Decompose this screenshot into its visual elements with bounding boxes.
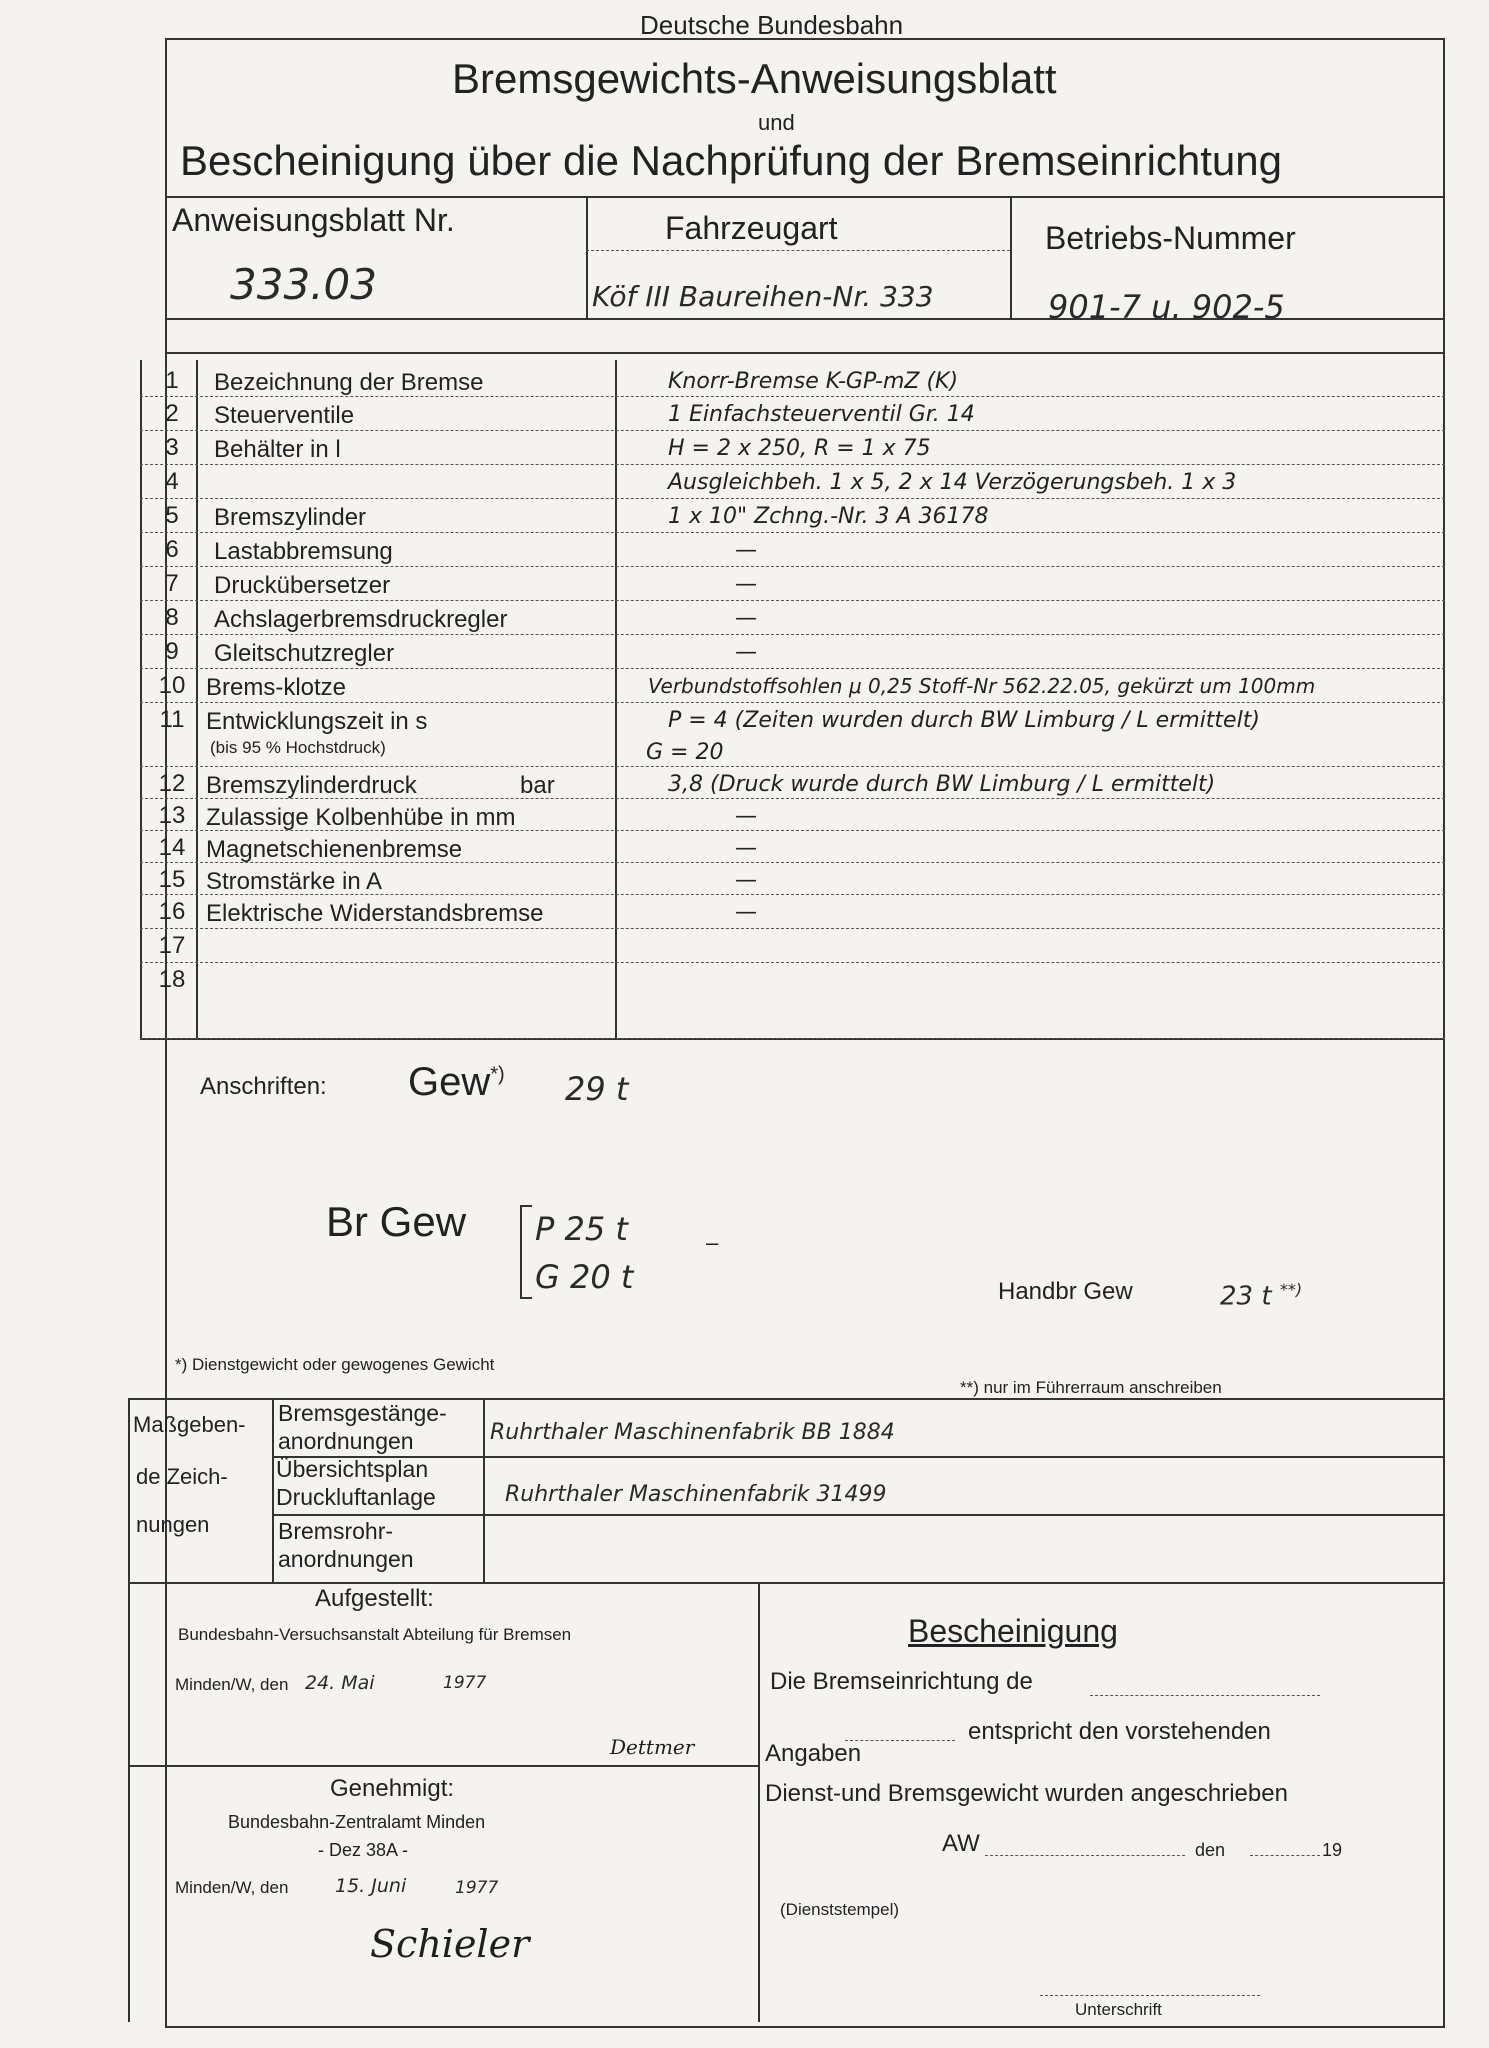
document-title: Bremsgewichts-Anweisungsblatt <box>452 55 1057 102</box>
document-subtitle: Bescheinigung über die Nachprüfung der Bremseinrichtung <box>180 137 1283 184</box>
row-separator <box>140 532 1445 533</box>
row-value: Ausgleichbeh. 1 x 5, 2 x 14 Verzögerungsbeh. 1 x 3 <box>668 470 1237 495</box>
row-number: 8 <box>165 604 179 631</box>
inscriptions-label: Anschriften: <box>200 1073 327 1100</box>
prepared-place: Minden/W, den <box>175 1675 289 1694</box>
row-label: Magnetschienenbremse <box>206 836 463 863</box>
row-number: 13 <box>158 802 186 829</box>
sheet-number-header: Anweisungsblatt Nr. <box>172 202 455 238</box>
row-value-2: G = 20 <box>646 740 724 765</box>
row-separator <box>140 464 1445 465</box>
handbrake-weight-value <box>1220 1280 1302 1312</box>
certificate-stamp: (Dienststempel) <box>780 1900 900 1919</box>
brake-pipe-label-1: Bremsrohr- <box>278 1518 394 1544</box>
row-separator <box>140 634 1445 635</box>
row-number: 11 <box>159 706 185 733</box>
approved-date: 15. Juni <box>335 1875 407 1897</box>
row-number: 7 <box>165 570 179 597</box>
prepared-organization: Bundesbahn-Versuchsanstalt Abteilung für Bremsen <box>178 1625 572 1644</box>
row-separator <box>140 498 1445 499</box>
row-label: Lastabbremsung <box>214 538 393 565</box>
operating-number-header: Betriebs-Nummer <box>1045 220 1296 256</box>
row-value: 3,8 (Druck wurde durch BW Limburg / L ermittelt) <box>668 772 1216 797</box>
row-number: 5 <box>165 502 179 529</box>
brake-linkage-value: Ruhrthaler Maschinenfabrik BB 1884 <box>490 1420 895 1445</box>
row-sublabel: (bis 95 % Hochstdruck) <box>210 738 386 757</box>
service-weight-label <box>408 1060 505 1105</box>
row-value: H = 2 x 250, R = 1 x 75 <box>668 436 931 461</box>
row-label: Elektrische Widerstandsbremse <box>206 900 544 927</box>
brake-weight-p: P 25 t <box>535 1210 628 1248</box>
approved-organization: Bundesbahn-Zentralamt Minden <box>228 1812 486 1832</box>
row-empty-value: — <box>735 606 757 631</box>
operating-number-value: 901-7 u. 902-5 <box>1048 288 1285 326</box>
prepared-date: 24. Mai <box>305 1672 375 1694</box>
footnote-service-weight: *) Dienstgewicht oder gewogenes Gewicht <box>175 1355 495 1374</box>
certificate-line-2: entspricht den vorstehenden <box>968 1718 1271 1745</box>
certificate-line-3: Angaben <box>765 1740 862 1767</box>
row-empty-value: — <box>735 836 757 861</box>
brake-linkage-label-1: Bremsgestänge- <box>278 1400 447 1426</box>
row-value: 1 x 10" Zchng.-Nr. 3 A 36178 <box>668 504 989 529</box>
row-label: Bezeichnung der Bremse <box>214 369 484 396</box>
brake-weight-g: G 20 t <box>535 1258 634 1296</box>
row-separator <box>140 430 1445 431</box>
vehicle-type-header: Fahrzeugart <box>665 210 838 246</box>
organization-name: Deutsche Bundesbahn <box>640 10 904 40</box>
certificate-heading: Bescheinigung <box>908 1613 1118 1649</box>
row-number: 2 <box>165 400 179 427</box>
row-label: Bremszylinder <box>214 504 367 531</box>
row-empty-value: — <box>735 804 757 829</box>
row-number: 16 <box>158 898 186 925</box>
approved-department: - Dez 38A - <box>318 1840 409 1860</box>
handbrake-weight-mark: **) <box>1279 1280 1303 1299</box>
prepared-signature: Dettmer <box>610 1735 695 1759</box>
row-label: Bremszylinderdruck <box>206 772 417 799</box>
brake-weight-dash: – <box>706 1230 719 1255</box>
row-label: Entwicklungszeit in s <box>206 708 428 735</box>
approved-year: 1977 <box>455 1878 499 1898</box>
row-label: Gleitschutzregler <box>214 640 395 667</box>
row-label: Druckübersetzer <box>214 572 391 599</box>
brake-linkage-label-2: anordnungen <box>278 1428 414 1454</box>
approved-signature: Schieler <box>370 1922 530 1966</box>
row-separator <box>140 928 1445 929</box>
row-unit: bar <box>520 772 555 799</box>
row-number: 10 <box>158 672 186 699</box>
prepared-year: 1977 <box>443 1673 487 1693</box>
row-number: 9 <box>165 638 179 665</box>
row-separator <box>140 766 1445 767</box>
row-value: Knorr-Bremse K-GP-mZ (K) <box>668 369 959 394</box>
row-label: Achslagerbremsdruckregler <box>214 606 508 633</box>
row-separator <box>140 668 1445 669</box>
air-system-label-2: Druckluftanlage <box>276 1484 436 1510</box>
row-value: Verbundstoffsohlen μ 0,25 Stoff-Nr 562.22.05, gekürzt um 100mm <box>648 674 1316 698</box>
row-separator <box>140 566 1445 567</box>
prepared-heading: Aufgestellt: <box>315 1585 434 1612</box>
row-number: 14 <box>158 834 186 861</box>
row-number: 15 <box>158 866 186 893</box>
row-label: Behälter in l <box>214 436 341 463</box>
row-label: Steuerventile <box>214 402 355 429</box>
drawings-side-label-2: de Zeich- <box>136 1464 228 1489</box>
approved-place: Minden/W, den <box>175 1878 289 1897</box>
service-weight-value: 29 t <box>565 1070 629 1108</box>
row-separator <box>140 702 1445 703</box>
handbrake-weight-label: Handbr Gew <box>998 1278 1133 1305</box>
sheet-number-value: 333.03 <box>230 260 377 309</box>
certificate-line-1: Die Bremseinrichtung de <box>770 1668 1033 1695</box>
row-separator <box>140 962 1445 963</box>
brake-pipe-label-2: anordnungen <box>278 1546 414 1572</box>
row-number: 4 <box>165 468 179 495</box>
row-label: Stromstärke in A <box>206 868 383 895</box>
row-value: 1 Einfachsteuerventil Gr. 14 <box>668 402 975 427</box>
row-empty-value: — <box>735 538 757 563</box>
row-number: 1 <box>165 367 179 394</box>
row-empty-value: — <box>735 640 757 665</box>
certificate-line-4: Dienst-und Bremsgewicht wurden angeschrieben <box>765 1780 1288 1807</box>
row-label: Zulassige Kolbenhübe in mm <box>206 804 516 831</box>
row-separator <box>140 600 1445 601</box>
row-number: 18 <box>158 966 186 993</box>
certificate-signature-label: Unterschrift <box>1075 2000 1162 2019</box>
title-connector: und <box>758 110 795 135</box>
air-system-label-1: Übersichtsplan <box>276 1456 429 1482</box>
row-value: P = 4 (Zeiten wurden durch BW Limburg / L ermittelt) <box>668 708 1260 733</box>
row-empty-value: — <box>735 572 757 597</box>
vehicle-type-value: Köf III Baureihen-Nr. 333 <box>592 280 934 313</box>
row-empty-value: — <box>735 900 757 925</box>
row-separator <box>140 1038 1445 1039</box>
drawings-side-label-3: nungen <box>136 1512 210 1537</box>
air-system-value: Ruhrthaler Maschinenfabrik 31499 <box>505 1482 887 1507</box>
service-weight-mark: *) <box>490 1063 505 1086</box>
row-number: 12 <box>158 770 186 797</box>
brake-weight-bracket <box>520 1205 532 1299</box>
certificate-den: den <box>1195 1840 1226 1860</box>
row-label: Brems-klotze <box>206 674 347 701</box>
certificate-aw: AW <box>942 1830 980 1857</box>
certificate-year: 19 <box>1322 1840 1343 1860</box>
handbrake-weight-number: 23 t <box>1220 1281 1272 1312</box>
row-number: 6 <box>165 536 179 563</box>
service-weight-text: Gew <box>408 1060 491 1104</box>
row-number: 17 <box>158 932 186 959</box>
drawings-side-label-1: Maßgeben- <box>133 1412 246 1437</box>
brake-weight-label: Br Gew <box>326 1198 467 1245</box>
approved-heading: Genehmigt: <box>330 1775 455 1802</box>
row-empty-value: — <box>735 868 757 893</box>
footnote-cab-inscription: **) nur im Führerraum anschreiben <box>960 1378 1222 1397</box>
row-number: 3 <box>165 434 179 461</box>
